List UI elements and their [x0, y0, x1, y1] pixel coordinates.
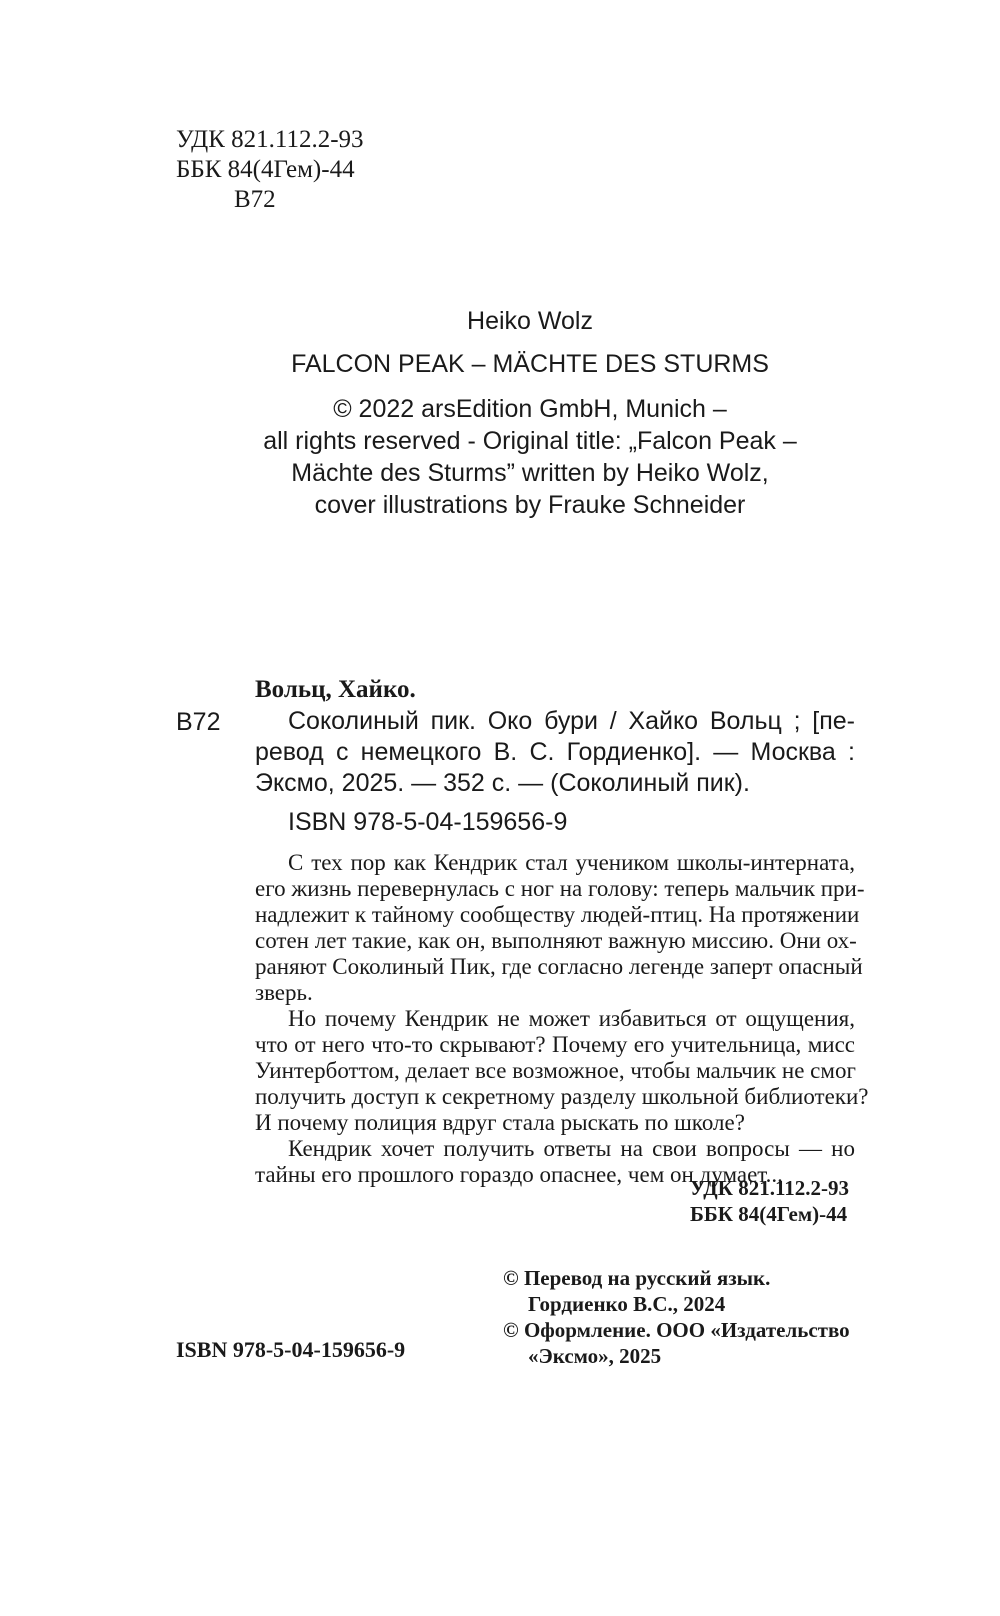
- footer-isbn: ISBN 978-5-04-159656-9: [176, 1337, 406, 1362]
- catalog-entry-line: Эксмо, 2025. — 352 с. — (Соколиный пик).: [255, 769, 750, 797]
- catalog-entry: [255, 706, 855, 799]
- author-mark: В72: [234, 186, 276, 213]
- copyright-line: «Эксмо», 2025: [528, 1344, 662, 1368]
- annotation-line: Кендрик хочет получить ответы на свои вопросы — но: [288, 1136, 855, 1161]
- copyright-line: © Перевод на русский язык.: [503, 1266, 771, 1290]
- annotation-line: Уинтерботтом, делает все возможное, чтобы мальчик не смог: [255, 1058, 856, 1083]
- annotation-line: зверь.: [255, 980, 313, 1005]
- udk-code: УДК 821.112.2-93: [176, 126, 364, 153]
- footer-udk: УДК 821.112.2-93: [690, 1176, 850, 1200]
- original-author: Heiko Wolz: [467, 307, 593, 335]
- annotation-line: С тех пор как Кендрик стал учеником школы-интерната,: [288, 850, 855, 875]
- annotation-line: И почему полиция вдруг стала рыскать по школе?: [255, 1110, 745, 1135]
- catalog-mark: В72: [176, 708, 221, 736]
- annotation-line: раняют Соколиный Пик, где согласно легенде заперт опасный: [255, 954, 863, 979]
- catalog-isbn: ISBN 978-5-04-159656-9: [288, 808, 568, 836]
- annotation-line: получить доступ к секретному разделу школьной библиотеки?: [255, 1084, 869, 1109]
- rights-line: cover illustrations by Frauke Schneider: [314, 491, 746, 519]
- original-title: FALCON PEAK – MÄCHTE DES STURMS: [291, 350, 769, 378]
- annotation: [255, 850, 869, 1188]
- catalog-author-heading: Вольц, Хайко.: [255, 676, 416, 703]
- catalog-entry-line: Соколиный пик. Око бури / Хайко Вольц ; [пе-: [288, 707, 855, 735]
- annotation-line: сотен лет такие, как он, выполняют важную миссию. Они ох-: [255, 928, 857, 953]
- annotation-line: надлежит к тайному сообществу людей-птиц. На протяжении: [255, 902, 860, 927]
- rights-line: © 2022 arsEdition GmbH, Munich –: [333, 395, 727, 423]
- annotation-line: его жизнь перевернулась с ног на голову: теперь мальчик при-: [255, 876, 865, 901]
- bbk-code: ББК 84(4Гем)-44: [176, 156, 355, 183]
- annotation-line: тайны его прошлого гораздо опаснее, чем он думает...: [255, 1162, 783, 1187]
- annotation-line: что от него что-то скрывают? Почему его учительница, мисс: [255, 1032, 855, 1057]
- rights-line: Mächte des Sturms” written by Heiko Wolz,: [291, 459, 769, 487]
- footer-bbk: ББК 84(4Гем)-44: [690, 1202, 848, 1226]
- rights-line: all rights reserved - Original title: „Falcon Peak –: [263, 427, 797, 455]
- copyright-line: Гордиенко В.С., 2024: [528, 1292, 726, 1316]
- annotation-line: Но почему Кендрик не может избавиться от ощущения,: [288, 1006, 855, 1031]
- catalog-entry-line: ревод с немецкого В. С. Гордиенко]. — Москва :: [255, 738, 855, 766]
- copyright-line: © Оформление. ООО «Издательство: [503, 1318, 850, 1342]
